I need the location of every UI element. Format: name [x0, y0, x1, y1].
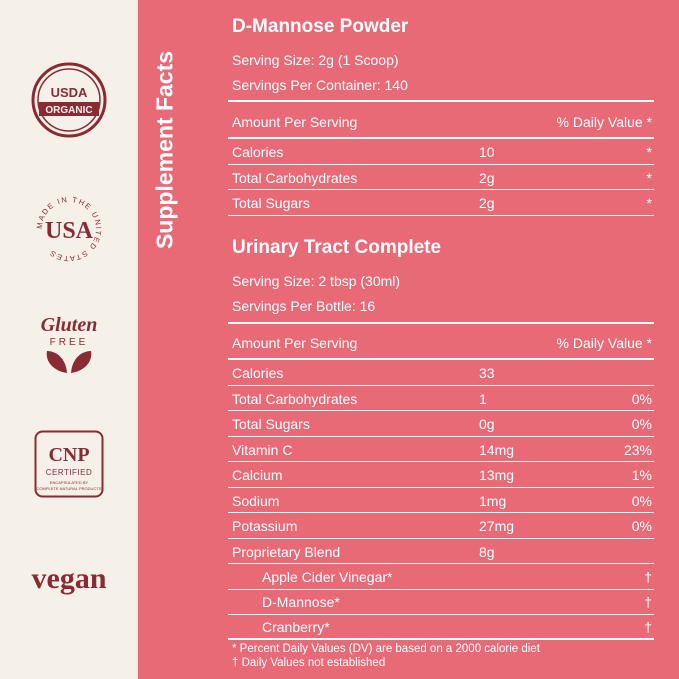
made-in-usa-ring-text: MADE IN THE UNITED STATES: [34, 194, 104, 264]
ingredient-name: D-Mannose*: [262, 594, 340, 610]
nutrition-row: [232, 442, 652, 460]
product-title-urinary-tract: Urinary Tract Complete: [232, 237, 442, 258]
divider: [228, 589, 654, 590]
nutrient-name: Sodium: [232, 493, 280, 509]
divider: [228, 410, 654, 411]
nutrient-amount: 8g: [479, 544, 495, 560]
supplement-facts-title: Supplement Facts: [151, 50, 178, 250]
nutrition-row: [232, 144, 652, 162]
vegan-icon: [19, 558, 119, 598]
usa-letters: USA: [44, 218, 94, 244]
nutrition-header: [232, 114, 652, 132]
divider: [228, 164, 654, 165]
nutrient-amount: 0g: [479, 416, 495, 432]
made-in-usa-badge: [0, 191, 138, 267]
nutrient-daily-value: 0%: [631, 416, 652, 432]
nutrient-amount: 2g: [479, 170, 495, 186]
nutrient-amount: 1mg: [479, 493, 507, 509]
nutrient-name: Calcium: [232, 467, 283, 483]
nutrient-amount: 1: [479, 391, 487, 407]
cnp-certified-badge: [0, 430, 138, 498]
divider: [228, 512, 654, 513]
nutrient-amount: 10: [479, 144, 495, 160]
nutrition-row: [232, 493, 652, 511]
nutrient-name: Total Sugars: [232, 195, 310, 211]
divider: [228, 436, 654, 437]
nutrition-row: [232, 416, 652, 434]
nutrient-daily-value: 0%: [631, 518, 652, 534]
footnote-daily-value: * Percent Daily Values (DV) are based on a 2000 calorie diet: [232, 643, 540, 655]
nutrient-daily-value: 0%: [631, 493, 652, 509]
cnp-certified-text: CERTIFIED: [45, 468, 93, 477]
ingredient-daily-value: †: [644, 619, 652, 635]
gluten-free-badge: [0, 313, 138, 377]
nutrition-row: [232, 391, 652, 409]
servings-per-container: Servings Per Container: 140: [232, 77, 408, 93]
nutrition-row: [232, 467, 652, 485]
serving-size: Serving Size: 2g (1 Scoop): [232, 52, 399, 68]
gluten-script-text: Gluten: [40, 314, 98, 336]
nutrient-daily-value: 0%: [631, 391, 652, 407]
cnp-small-text-2: COMPLETE NATURAL PRODUCTS: [36, 486, 102, 491]
usda-organic-icon: [31, 62, 107, 138]
divider: [228, 385, 654, 386]
free-text: FREE: [49, 337, 89, 348]
nutrition-row: [232, 518, 652, 536]
divider: [228, 487, 654, 488]
nutrient-daily-value: *: [646, 170, 652, 186]
amount-per-serving-label: Amount Per Serving: [232, 335, 358, 351]
nutrient-name: Calories: [232, 144, 284, 160]
ingredient-daily-value: †: [644, 594, 652, 610]
ingredient-daily-value: †: [644, 569, 652, 585]
divider: [228, 322, 654, 324]
vegan-badge: [0, 558, 138, 598]
nutrient-amount: 33: [479, 365, 495, 381]
servings-per-bottle: Servings Per Bottle: 16: [232, 298, 376, 314]
usda-organic-badge: [0, 62, 138, 138]
divider: [228, 137, 654, 139]
divider: [228, 215, 654, 216]
ingredient-name: Apple Cider Vinegar*: [262, 569, 393, 585]
organic-text: ORGANIC: [45, 105, 93, 116]
nutrient-daily-value: *: [646, 195, 652, 211]
nutrition-row: [232, 365, 652, 383]
nutrition-row: [232, 170, 652, 188]
daily-value-label: % Daily Value *: [556, 114, 652, 130]
daily-value-label: % Daily Value *: [556, 335, 652, 351]
leaf-left-icon: [47, 351, 67, 373]
divider: [228, 358, 654, 360]
leaf-right-icon: [71, 351, 91, 373]
divider: [228, 189, 654, 190]
nutrient-daily-value: 1%: [631, 467, 652, 483]
nutrition-row: [232, 544, 652, 562]
blend-ingredient-row: [232, 619, 652, 637]
divider: [228, 461, 654, 462]
nutrient-name: Proprietary Blend: [232, 544, 341, 560]
nutrient-name: Total Carbohydrates: [232, 391, 358, 407]
nutrient-name: Potassium: [232, 518, 298, 534]
divider: [228, 563, 654, 564]
nutrient-name: Total Sugars: [232, 416, 310, 432]
ingredient-name: Cranberry*: [262, 619, 330, 635]
divider: [228, 614, 654, 615]
amount-per-serving-label: Amount Per Serving: [232, 114, 358, 130]
cnp-small-text: ENCAPSULATED BY: [49, 480, 89, 485]
divider: [228, 538, 654, 539]
nutrient-amount: 14mg: [479, 442, 515, 458]
made-in-usa-icon: [31, 191, 107, 267]
nutrient-daily-value: 23%: [623, 442, 652, 458]
nutrient-amount: 27mg: [479, 518, 515, 534]
vegan-text: vegan: [31, 562, 107, 595]
nutrition-header: [232, 335, 652, 353]
nutrition-row: [232, 195, 652, 213]
divider: [228, 100, 654, 102]
nutrient-amount: 13mg: [479, 467, 515, 483]
blend-ingredient-row: [232, 569, 652, 587]
usda-text: USDA: [50, 85, 88, 100]
gluten-free-icon: [29, 313, 109, 377]
nutrient-name: Calories: [232, 365, 284, 381]
nutrient-name: Vitamin C: [232, 442, 293, 458]
nutrient-name: Total Carbohydrates: [232, 170, 358, 186]
nutrient-daily-value: *: [646, 144, 652, 160]
footnote-not-established: † Daily Values not established: [232, 657, 386, 669]
product-title-d-mannose: D-Mannose Powder: [232, 16, 409, 37]
blend-ingredient-row: [232, 594, 652, 612]
cnp-certified-icon: [34, 430, 104, 498]
certification-column: [0, 0, 138, 679]
serving-size: Serving Size: 2 tbsp (30ml): [232, 273, 401, 289]
nutrient-amount: 2g: [479, 195, 495, 211]
cnp-mark-text: CNP: [48, 444, 90, 466]
divider: [228, 638, 654, 640]
